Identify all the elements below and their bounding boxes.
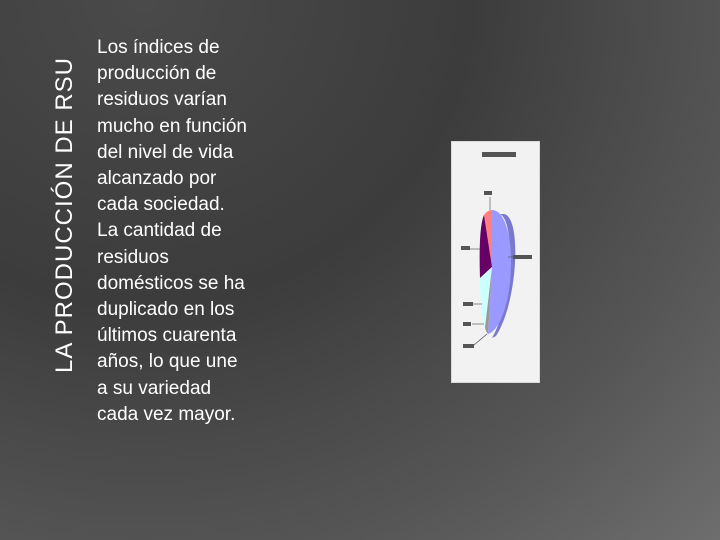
body-line: del nivel de vida [97, 141, 234, 163]
body-line: cada sociedad. [97, 194, 225, 216]
body-line: residuos [97, 246, 169, 268]
body-line: duplicado en los [97, 299, 235, 321]
slide-title-container [50, 36, 80, 394]
body-paragraph [97, 35, 282, 428]
body-line: residuos varían [97, 89, 227, 111]
body-line: domésticos se ha [97, 272, 245, 294]
body-line: La cantidad de [97, 220, 222, 242]
body-line: producción de [97, 63, 217, 85]
body-line: últimos cuarenta [97, 325, 237, 347]
body-line: a su variedad [97, 377, 212, 399]
pie-body [480, 210, 516, 338]
figure-caption-blur [482, 152, 516, 157]
body-line: Los índices de [97, 37, 220, 58]
pie-chart-graphic [452, 142, 539, 382]
body-line: cada vez mayor. [97, 403, 236, 425]
slide-title: LA PRODUCCIÓN DE RSU [51, 56, 78, 374]
body-line: años, lo que une [97, 351, 238, 373]
body-line: alcanzado por [97, 168, 217, 190]
body-line: mucho en función [97, 115, 247, 137]
pie-chart-image [451, 141, 540, 383]
